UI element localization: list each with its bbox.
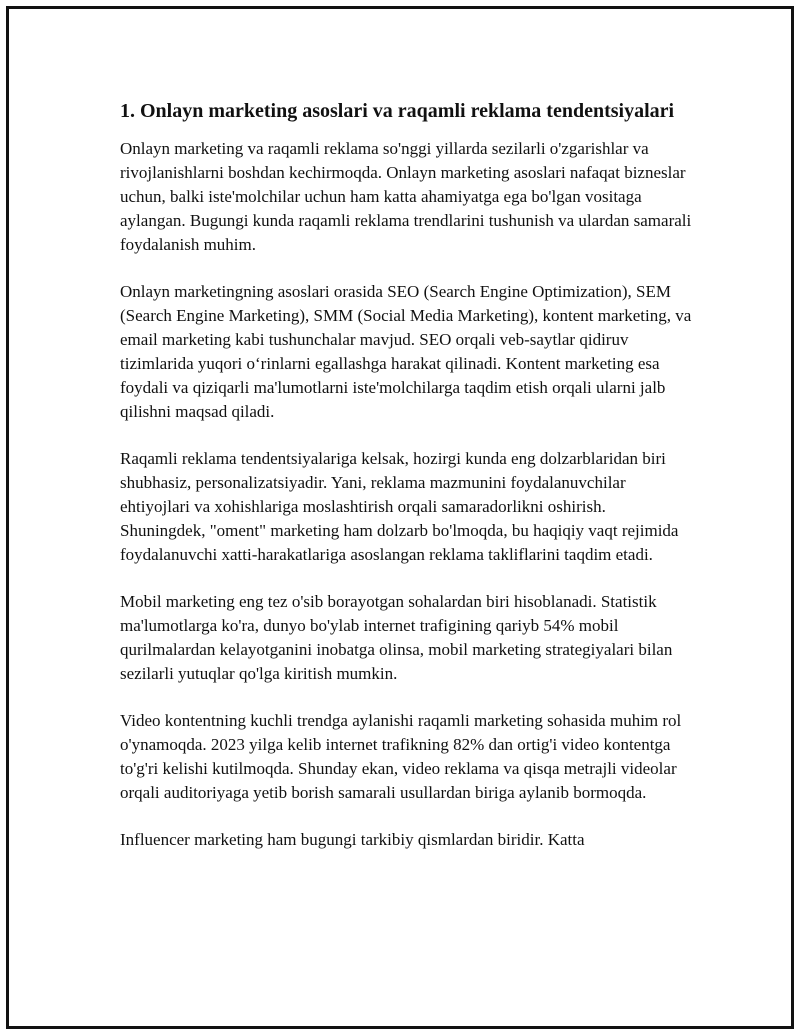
paragraph: Onlayn marketingning asoslari orasida SEO (Search Engine Optimization), SEM (Search Engine Marketing), SMM (Social Media Marketing), kontent marketing, va email marketing kabi tushunchalar mavjud. SEO orqali veb-saytlar qidiruv tizimlarida yuqori o‘rinlarni egallashga harakat qilinadi. Kontent marketing esa foydali va qiziqarli ma'lumotlarni iste'molchilarga taqdim etish orqali ularni jalb qilishni maqsad qiladi. bbox=[120, 282, 692, 421]
paragraph: Video kontentning kuchli trendga aylanishi raqamli marketing sohasida muhim rol o'ynamoqda. 2023 yilga kelib internet trafikning 82% dan ortig'i video kontentga to'g'ri kelishi kutilmoqda. Shunday ekan, video reklama va qisqa metrajli videolar orqali auditoriyaga yetib borish samarali usullardan biriga aylanib bormoqda. bbox=[120, 711, 682, 802]
page-frame bbox=[6, 6, 794, 1029]
paragraph: Influencer marketing ham bugungi tarkibiy qismlardan biridir. Katta bbox=[120, 830, 585, 849]
paragraph: Mobil marketing eng tez o'sib borayotgan sohalardan biri hisoblanadi. Statistik ma'lumotlarga ko'ra, dunyo bo'ylab internet trafigining qariyb 54% mobil qurilmalardan kelayotganini inobatga olinsa, mobil marketing strategiyalari bilan sezilarli yutuqlar qo'lga kiritish mumkin. bbox=[120, 592, 673, 683]
paragraph: Raqamli reklama tendentsiyalariga kelsak, hozirgi kunda eng dolzarblaridan biri shubhasiz, personalizatsiyadir. Yani, reklama mazmunini foydalanuvchilar ehtiyojlari va xohishlariga moslashtirish orqali samaradorlikni oshirish. Shuningdek, "oment" marketing ham dolzarb bo'lmoqda, bu haqiqiy vaqt rejimida foydalanuvchi xatti-harakatlariga asoslangan reklama takliflarini taqdim etadi. bbox=[120, 449, 679, 564]
section-heading: 1. Onlayn marketing asoslari va raqamli reklama tendentsiyalari bbox=[120, 100, 675, 122]
paragraph: Onlayn marketing va raqamli reklama so'nggi yillarda sezilarli o'zgarishlar va rivojlanishlarni boshdan kechirmoqda. Onlayn marketing asoslari nafaqat bizneslar uchun, balki iste'molchilar uchun ham katta ahamiyatga ega bo'lgan vositaga aylangan. Bugungi kunda raqamli reklama trendlarini tushunish va ulardan samarali foydalanish muhim. bbox=[120, 139, 692, 254]
document-body bbox=[120, 98, 695, 875]
